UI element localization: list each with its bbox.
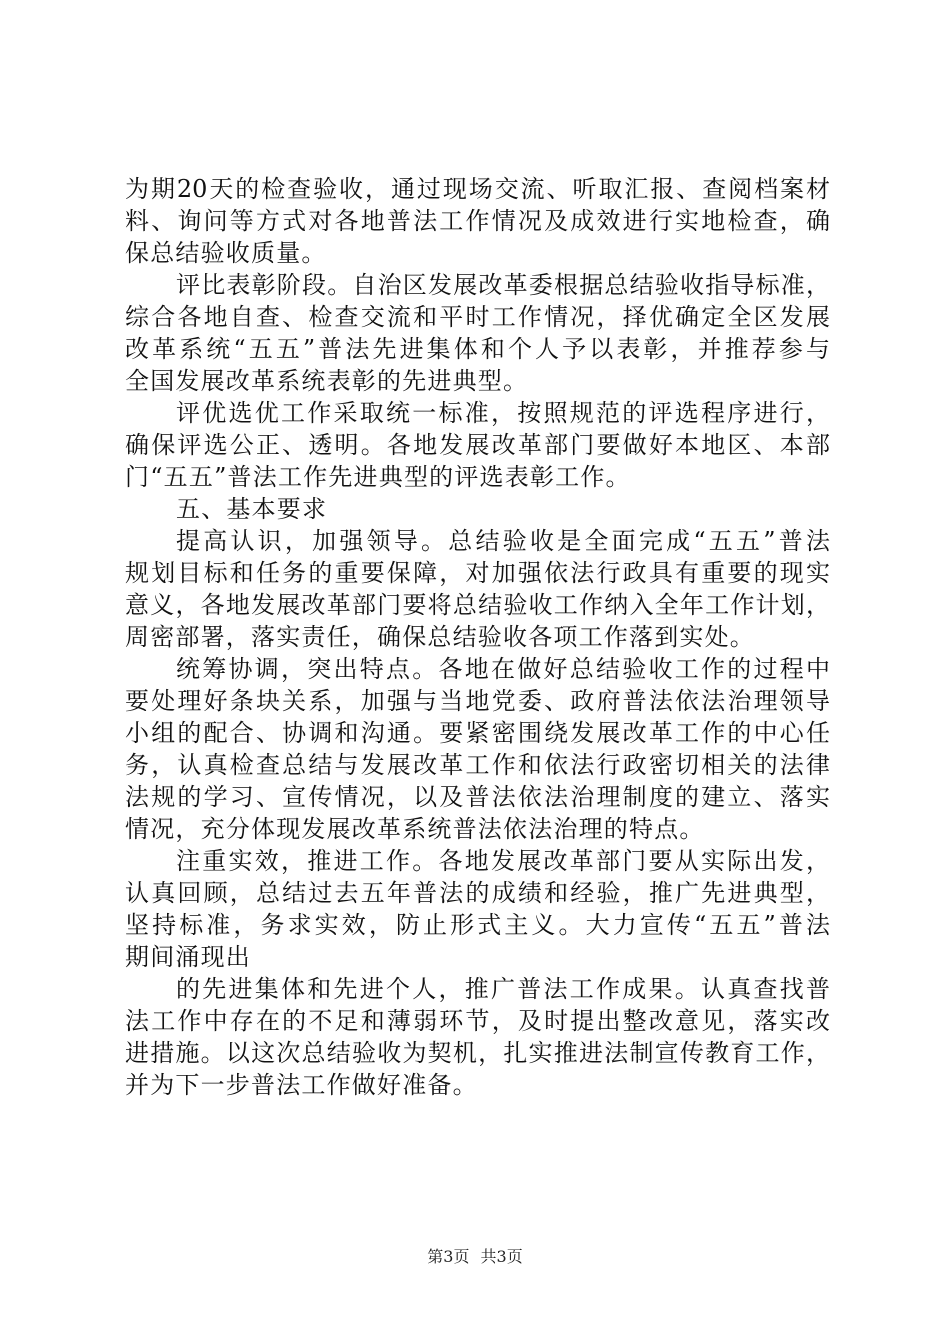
document-body: [125, 173, 830, 1101]
paragraph-start-line: 的先进集体和先进个人，推广普法工作成果。认真查找普: [176, 975, 830, 1003]
paragraph-start-line: 统筹协调，突出特点。各地在做好总结验收工作的过程中: [176, 655, 830, 683]
text-line: 小组的配合、协调和沟通。要紧密围绕发展改革工作的中心任: [125, 719, 830, 747]
text-line: 保总结验收质量。: [125, 239, 327, 267]
text-line: 法工作中存在的不足和薄弱环节，及时提出整改意见，落实改: [125, 1007, 830, 1035]
text-line: 规划目标和任务的重要保障，对加强依法行政具有重要的现实: [125, 559, 830, 587]
text-line: 周密部署，落实责任，确保总结验收各项工作落到实处。: [125, 623, 755, 651]
paragraph-start-line: 评比表彰阶段。自治区发展改革委根据总结验收指导标准，: [176, 271, 830, 299]
text-line: 改革系统“五五”普法先进集体和个人予以表彰，并推荐参与: [125, 335, 830, 363]
text-line: 进措施。以这次总结验收为契机，扎实推进法制宣传教育工作，: [125, 1039, 830, 1067]
paragraph-start-line: 评优选优工作采取统一标准，按照规范的评选程序进行，: [176, 399, 830, 427]
text-line: 要处理好条块关系，加强与当地党委、政府普法依法治理领导: [125, 687, 830, 715]
page-number: 第3页: [427, 1247, 470, 1266]
text-line: 认真回顾，总结过去五年普法的成绩和经验，推广先进典型，: [125, 879, 830, 907]
text-line: 情况，充分体现发展改革系统普法依法治理的特点。: [125, 815, 705, 843]
text-line: 坚持标准，务求实效，防止形式主义。大力宣传“五五”普法: [125, 911, 830, 939]
text-line: 期间涌现出: [125, 943, 251, 971]
text-line: 全国发展改革系统表彰的先进典型。: [125, 367, 529, 395]
section-heading: 五、基本要求: [176, 495, 328, 523]
paragraph-start-line: 提高认识，加强领导。总结验收是全面完成“五五”普法: [176, 527, 830, 555]
text-line: 法规的学习、宣传情况，以及普法依法治理制度的建立、落实: [125, 783, 830, 811]
paragraph-start-line: 注重实效，推进工作。各地发展改革部门要从实际出发，: [176, 847, 830, 875]
page-footer: [0, 1247, 950, 1267]
text-line: 务，认真检查总结与发展改革工作和依法行政密切相关的法律: [125, 751, 830, 779]
text-line: 料、询问等方式对各地普法工作情况及成效进行实地检查，确: [125, 207, 830, 235]
text-line: 综合各地自查、检查交流和平时工作情况，择优确定全区发展: [125, 303, 830, 331]
text-line: 门“五五”普法工作先进典型的评选表彰工作。: [125, 463, 631, 491]
text-line: 并为下一步普法工作做好准备。: [125, 1071, 478, 1099]
text-line: 意义，各地发展改革部门要将总结验收工作纳入全年工作计划，: [125, 591, 830, 619]
page-total: 共3页: [480, 1247, 523, 1266]
text-line: 确保评选公正、透明。各地发展改革部门要做好本地区、本部: [125, 431, 830, 459]
text-line: 为期20天的检查验收，通过现场交流、听取汇报、查阅档案材: [125, 175, 830, 203]
